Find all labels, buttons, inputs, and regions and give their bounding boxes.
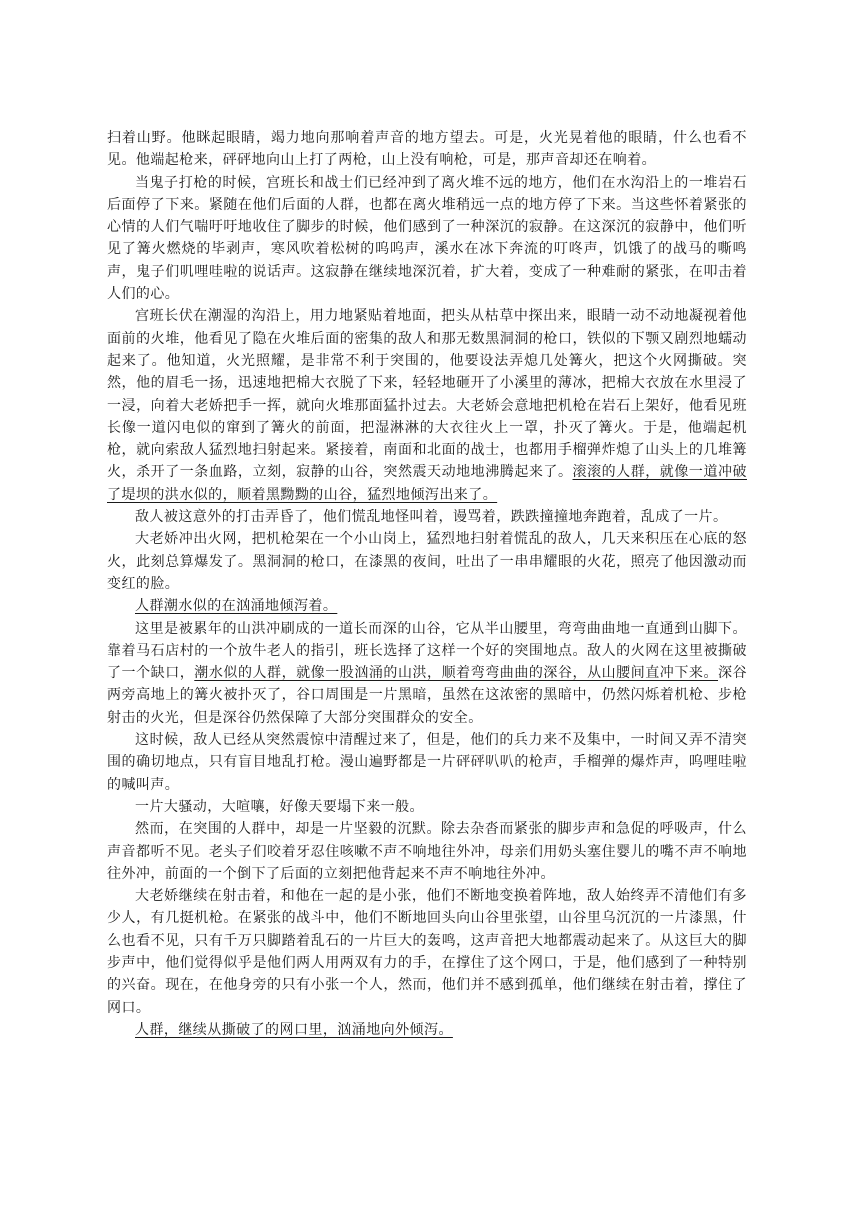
underlined-sentence: 潮水似的人群，就像一股汹涌的山洪，顺着弯弯曲曲的深谷，从山腰间直冲下来。 [194,665,719,682]
paragraph-text: 敌人被这意外的打击弄昏了，他们慌乱地怪叫着，谩骂着，跌跌撞撞地奔跑着，乱成了一片。 [135,509,728,526]
paragraph-3 [107,305,747,506]
underlined-sentence: 人群，继续从撕破了的网口里，汹涌地向外倾泻。 [135,1021,453,1038]
paragraph-text: 扫着山野。他眯起眼睛，竭力地向那响着声音的地方望去。可是，火光晃着他的眼睛，什么也看不见。他端起枪来，砰砰地向山上打了两枪，山上没有响枪，可是，那声音却还在响着。 [107,130,747,169]
paragraph-text: 一片大骚动，大喧嚷，好像天要塌下来一般。 [135,798,424,815]
article-body [107,127,747,1041]
paragraph-10 [107,818,747,885]
paragraph-4 [107,506,747,528]
paragraph-9 [107,796,747,818]
paragraph-5 [107,528,747,595]
paragraph-2 [107,172,747,306]
underlined-sentence: 滚滚的人群，就像一道冲破了堤坝的洪水似的，顺着黑黝黝的山谷，猛烈地倾泻出来了。 [107,464,747,503]
paragraph-8 [107,729,747,796]
paragraph-6 [107,595,747,617]
paragraph-text: 当鬼子打枪的时候，宫班长和战士们已经冲到了离火堆不远的地方，他们在水沟沿上的一堆岩石后面停了下来。紧随在他们后面的人群，也都在离火堆稍远一点的地方停了下来。当这些怀着紧张的心情的人们气喘吁吁地收住了脚步的时候，他们感到了一种深沉的寂静。在这深沉的寂静中，他们听见了篝火燃烧的毕剥声，寒风吹着松树的呜呜声，溪水在冰下奔流的叮咚声，饥饿了的战马的嘶鸣声，鬼子们叽哩哇啦的说话声。这寂静在继续地深沉着，扩大着，变成了一种难耐的紧张，在叩击着人们的心。 [107,174,747,303]
paragraph-text: 大老娇冲出火网，把机枪架在一个小山岗上，猛烈地扫射着慌乱的敌人，几天来积压在心底的怒火，此刻总算爆发了。黑洞洞的枪口，在漆黑的夜间，吐出了一串串耀眼的火花，照亮了他因激动而变红的脸。 [107,531,747,592]
paragraph-12 [107,1019,747,1041]
underlined-sentence: 人群潮水似的在汹涌地倾泻着。 [135,598,338,615]
paragraph-text: 大老娇继续在射击着，和他在一起的是小张，他们不断地变换着阵地，敌人始终弄不清他们有多少人，有几挺机枪。在紧张的战斗中，他们不断地回头向山谷里张望，山谷里乌沉沉的一片漆黑，什么也看不见，只有千万只脚踏着乱石的一片巨大的轰鸣，这声音把大地都震动起来了。从这巨大的脚步声中，他们觉得似乎是他们两人用两双有力的手，在撑住了这个网口，于是，他们感到了一种特别的兴奋。现在，在他身旁的只有小张一个人，然而，他们并不感到孤单，他们继续在射击着，撑住了网口。 [107,888,747,1016]
paragraph-text: 宫班长伏在潮湿的沟沿上，用力地紧贴着地面，把头从枯草中探出来，眼睛一动不动地凝视着他面前的火堆，他看见了隐在火堆后面的密集的敌人和那无数黑洞洞的枪口，铁似的下颚又剧烈地蠕动起来了。他知道，火光照耀，是非常不利于突围的，他要设法弄熄几处篝火，把这个火网撕破。突然，他的眉毛一扬，迅速地把棉大衣脱了下来，轻轻地砸开了小溪里的薄冰，把棉大衣放在水里浸了一浸，向着大老娇把手一挥，就向火堆那面猛扑过去。大老娇会意地把机枪在岩石上架好，他看见班长像一道闪电似的窜到了篝火的前面，把湿淋淋的大衣往火上一罩，扑灭了篝火。于是，他端起机枪，就向索敌人猛烈地扫射起来。紧接着，南面和北面的战士，也都用手榴弹炸熄了山头上的几堆篝火，杀开了一条血路，立刻，寂静的山谷，突然震天动地地沸腾起来了。 [107,308,747,481]
paragraph-text: 深谷两旁高地上的篝火被扑灭了，谷口周围是一片黑暗，虽然在这浓密的黑暗中，仍然闪烁着机枪、步枪射击的火光，但是深谷仍然保障了大部分突围群众的安全。 [107,665,748,726]
paragraph-text: 然而，在突围的人群中，却是一片坚毅的沉默。除去杂沓而紧张的脚步声和急促的呼吸声，什么声音都听不见。老头子们咬着牙忍住咳嗽不声不响地往外冲，母亲们用奶头塞住婴儿的嘴不声不响地往外冲，前面的一个倒下了后面的立刻把他背起来不声不响地往外冲。 [107,821,747,882]
paragraph-1 [107,127,747,172]
paragraph-text: 这里是被累年的山洪冲刷成的一道长而深的山谷，它从半山腰里，弯弯曲曲地一直通到山脚下。靠着马石店村的一个放牛老人的指引，班长选择了这样一个好的突围地点。敌人的火网在这里被撕破了一个缺口， [107,620,747,682]
paragraph-11 [107,885,747,1019]
paragraph-text: 这时候，敌人已经从突然震惊中清醒过来了，但是，他们的兵力来不及集中，一时间又弄不清突围的确切地点，只有盲目地乱打枪。漫山遍野都是一片砰砰叭叭的枪声，手榴弹的爆炸声，呜哩哇啦的喊叫声。 [107,732,747,793]
paragraph-7 [107,618,747,729]
